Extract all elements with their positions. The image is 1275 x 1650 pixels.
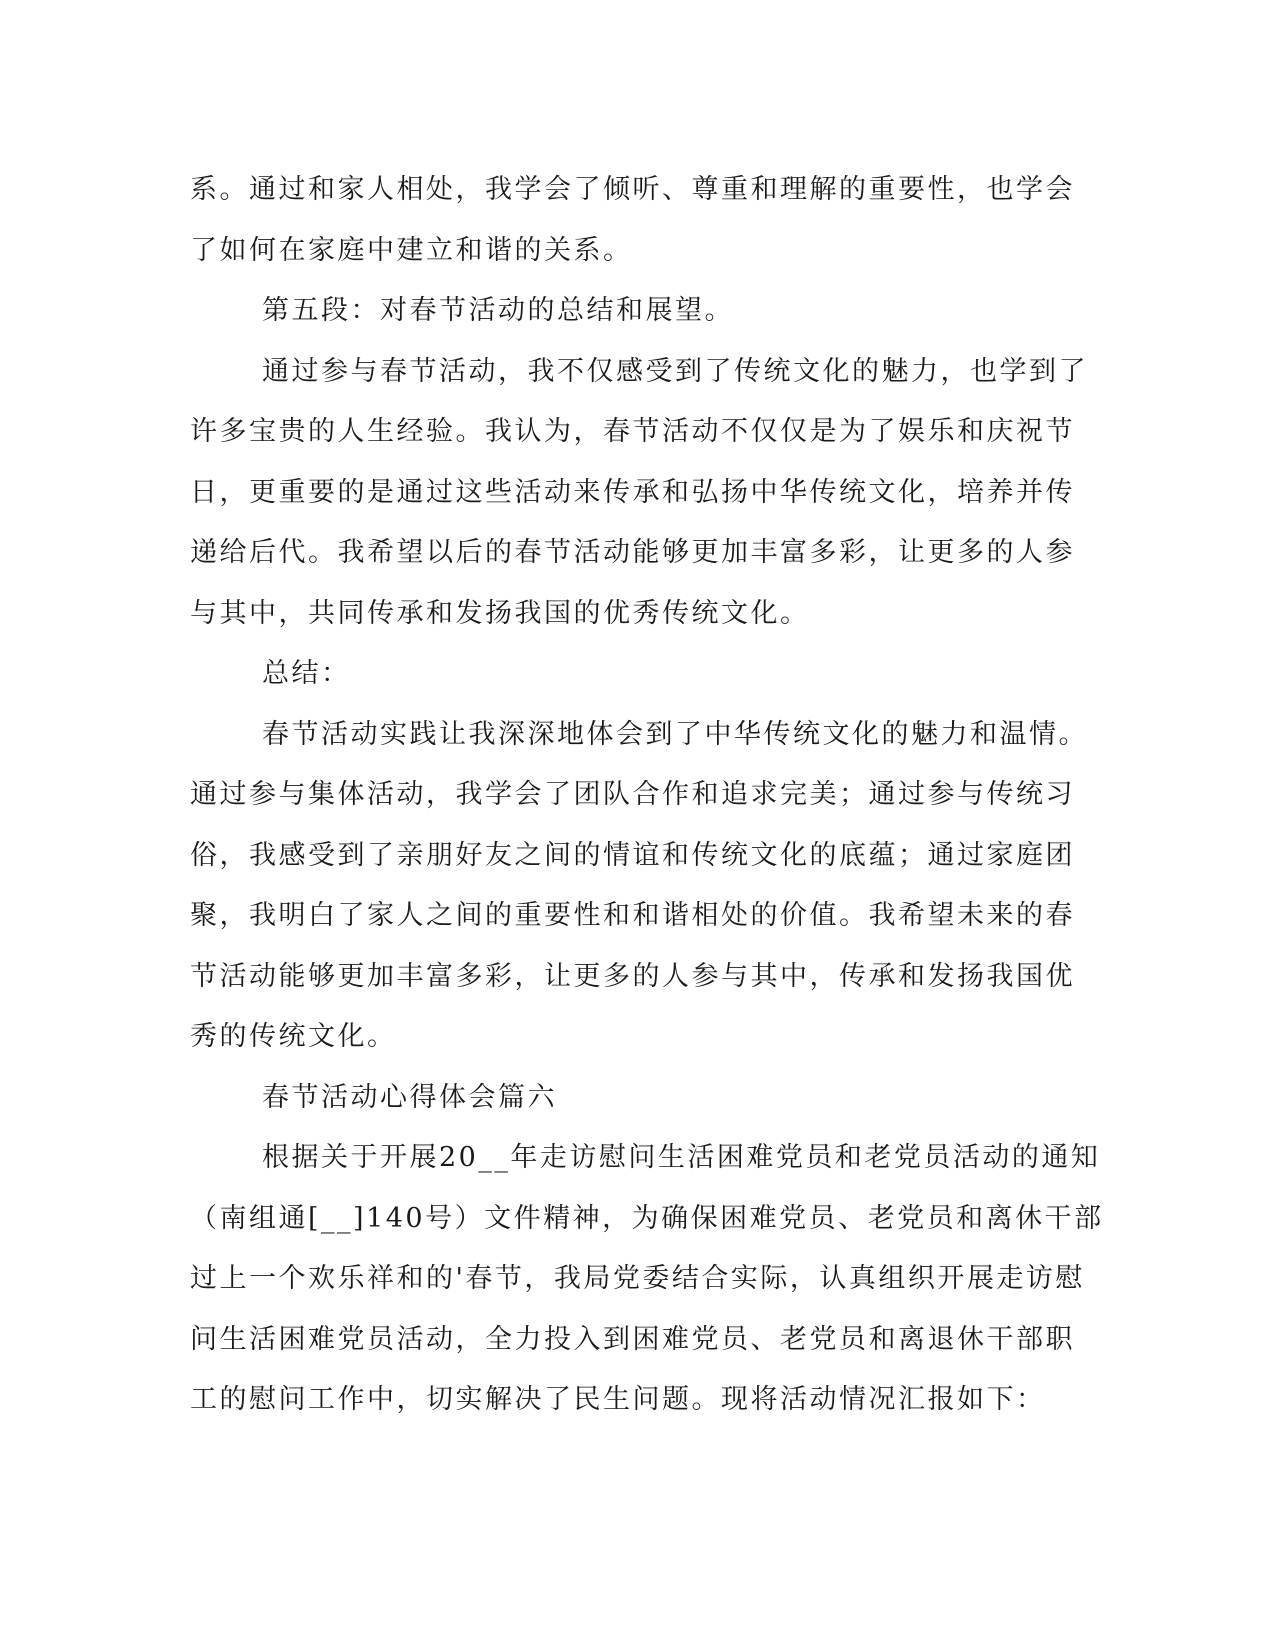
text-line: 工的慰问工作中，切实解决了民生问题。现将活动情况汇报如下： bbox=[190, 1384, 1046, 1415]
text-line: 通过参与春节活动，我不仅感受到了传统文化的魅力，也学到了 bbox=[262, 355, 1088, 387]
text-line: 节活动能够更加丰富多彩，让更多的人参与其中，传承和发扬我国优 bbox=[190, 960, 1075, 992]
text-line: （南组通[__]140号）文件精神，为确保困难党员、老党员和离休干部 bbox=[190, 1202, 1104, 1234]
text-line: 聚，我明白了家人之间的重要性和和谐相处的价值。我希望未来的春 bbox=[190, 900, 1075, 931]
text-line: 通过参与集体活动，我学会了团队合作和追求完美；通过参与传统习 bbox=[190, 779, 1075, 810]
text-line: 第五段：对春节活动的总结和展望。 bbox=[262, 295, 734, 326]
text-line: 春节活动心得体会篇六 bbox=[262, 1081, 557, 1113]
text-line: 与其中，共同传承和发扬我国的优秀传统文化。 bbox=[190, 597, 810, 629]
text-line: 俗，我感受到了亲朋好友之间的情谊和传统文化的底蕴；通过家庭团 bbox=[190, 839, 1075, 871]
text-line: 总结： bbox=[262, 658, 351, 689]
text-line: 秀的传统文化。 bbox=[190, 1021, 397, 1052]
text-line: 系。通过和家人相处，我学会了倾听、尊重和理解的重要性，也学会 bbox=[190, 174, 1075, 205]
text-line: 递给后代。我希望以后的春节活动能够更加丰富多彩，让更多的人参 bbox=[190, 537, 1075, 568]
text-line: 了如何在家庭中建立和谐的关系。 bbox=[190, 234, 633, 266]
document-body bbox=[190, 160, 1104, 1431]
text-line: 问生活困难党员活动，全力投入到困难党员、老党员和离退休干部职 bbox=[190, 1323, 1075, 1355]
text-line: 春节活动实践让我深深地体会到了中华传统文化的魅力和温情。 bbox=[262, 718, 1088, 750]
text-line: 许多宝贵的人生经验。我认为，春节活动不仅仅是为了娱乐和庆祝节 bbox=[190, 416, 1075, 447]
text-line: 过上一个欢乐祥和的'春节，我局党委结合实际，认真组织开展走访慰 bbox=[190, 1263, 1085, 1294]
text-line: 根据关于开展20__年走访慰问生活困难党员和老党员活动的通知 bbox=[262, 1142, 1101, 1173]
text-line: 日，更重要的是通过这些活动来传承和弘扬中华传统文化，培养并传 bbox=[190, 476, 1075, 508]
